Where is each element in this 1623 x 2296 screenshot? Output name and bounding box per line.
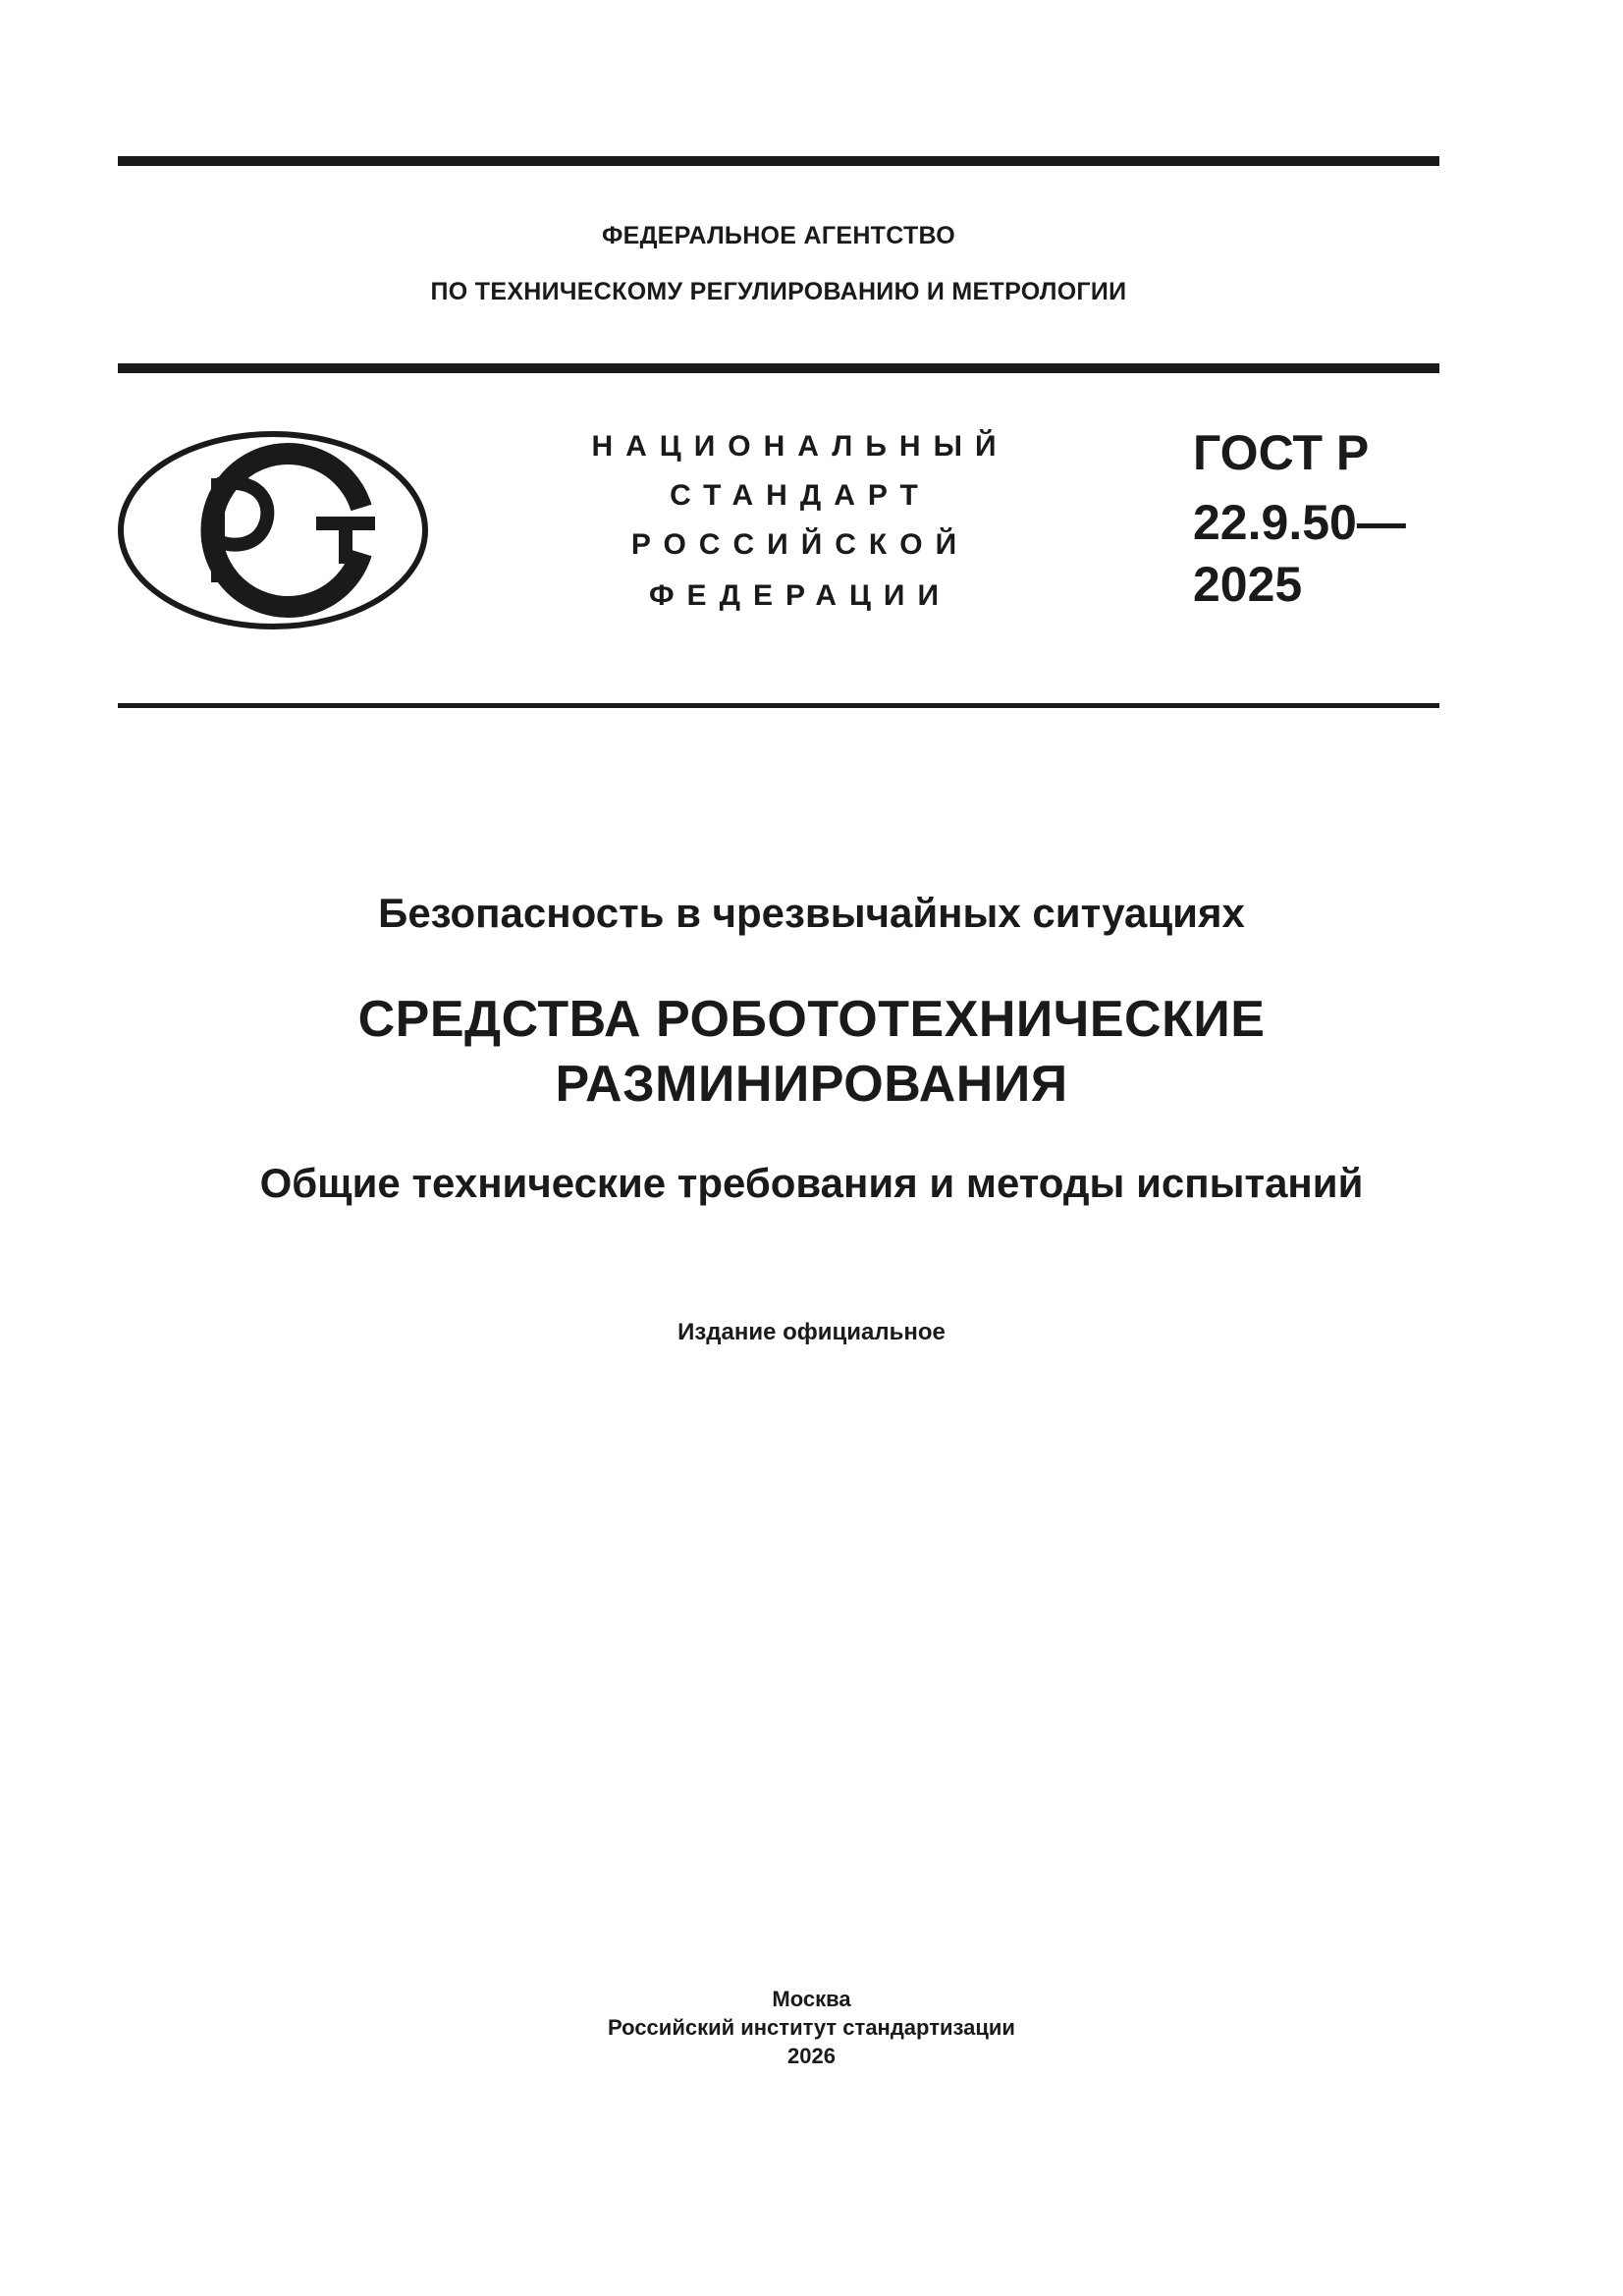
top-rule <box>118 156 1439 166</box>
national-standard-line2: СТАНДАРТ <box>670 479 931 512</box>
publisher-city: Москва <box>772 1987 851 2011</box>
middle-rule <box>118 363 1439 373</box>
edition-label: Издание официальное <box>677 1319 946 1345</box>
title-area-heading: Безопасность в чрезвычайных ситуациях <box>378 890 1245 936</box>
title-main-line1: СРЕДСТВА РОБОТОТЕХНИЧЕСКИЕ <box>357 991 1266 1048</box>
national-standard-line3: РОССИЙСКОЙ <box>630 528 970 561</box>
publisher-organization: Российский институт стандартизации <box>608 2015 1015 2040</box>
title-main-line2: РАЗМИНИРОВАНИЯ <box>555 1056 1068 1113</box>
title-subtitle: Общие технические требования и методы испытаний <box>259 1160 1364 1206</box>
national-standard-line1: НАЦИОНАЛЬНЫЙ <box>591 430 1009 463</box>
agency-name-line1: ФЕДЕРАЛЬНОЕ АГЕНТСТВО <box>601 222 956 249</box>
national-standard-line4: ФЕДЕРАЦИИ <box>648 579 952 612</box>
rst-certification-mark-icon <box>116 427 430 633</box>
bottom-rule <box>118 703 1439 708</box>
standard-designation-line2: 22.9.50— <box>1193 495 1406 550</box>
publication-year: 2026 <box>787 2044 836 2068</box>
agency-name-line2: ПО ТЕХНИЧЕСКОМУ РЕГУЛИРОВАНИЮ И МЕТРОЛОГИИ <box>430 278 1127 305</box>
standard-designation-line3: 2025 <box>1193 557 1303 612</box>
standard-designation-line1: ГОСТ Р <box>1193 425 1370 480</box>
